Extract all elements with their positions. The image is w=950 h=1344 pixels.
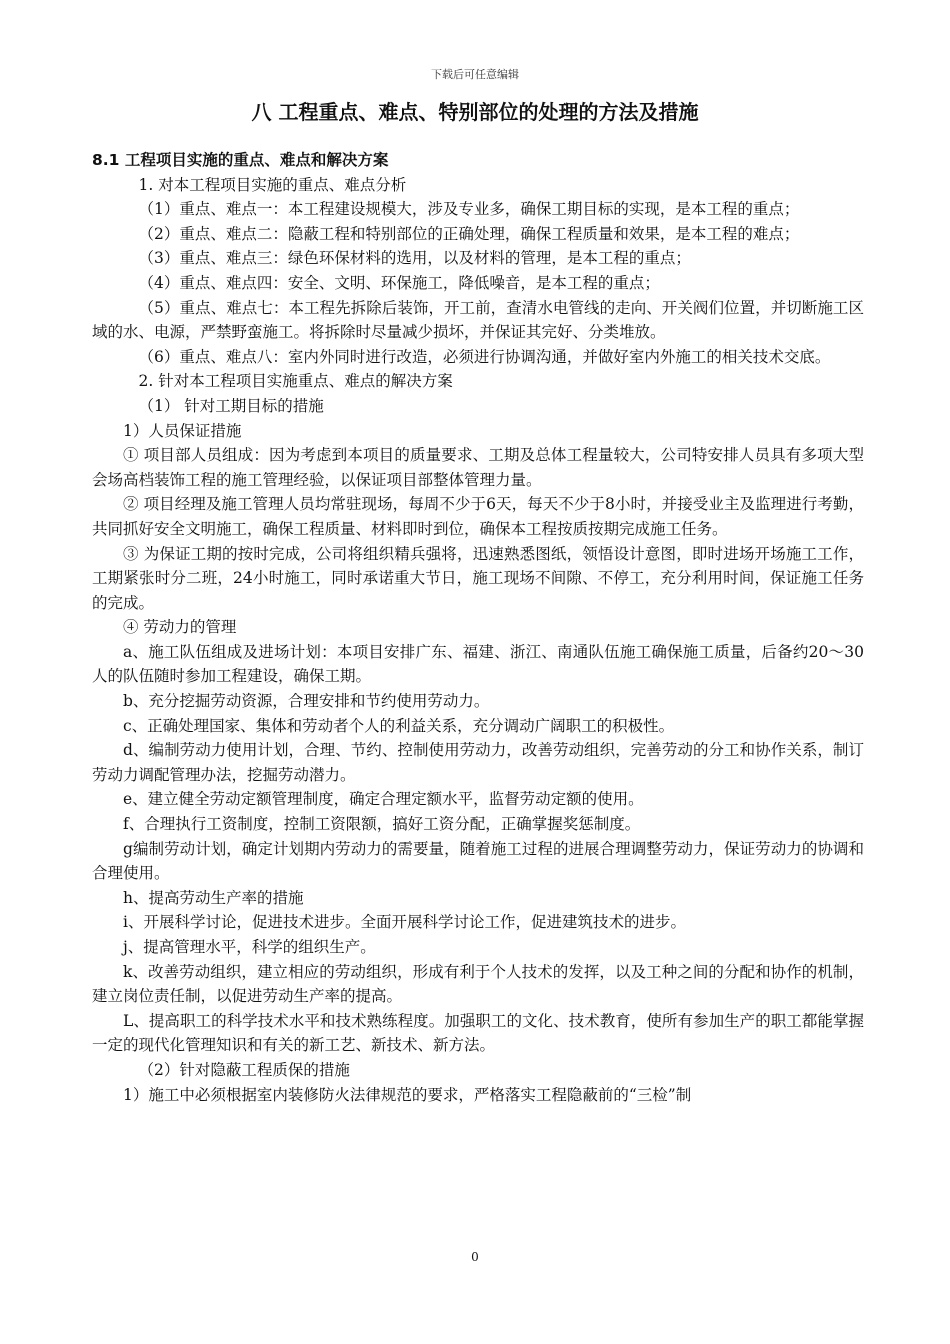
page-header-note: 下载后可任意编辑 (431, 68, 519, 81)
paragraph: 2. 针对本工程项目实施重点、难点的解决方案 (138, 372, 453, 391)
paragraph: ③ 为保证工期的按时完成，公司将组织精兵强将，迅速熟悉图纸，领悟设计意图，即时进场开场施工工作，工期紧张时分二班，24小时施工，同时承诺重大节日，施工现场不间隙、不停工，充分利用时间，保证施工任务的完成。 (92, 544, 864, 612)
document-body (92, 148, 864, 1107)
page-number: 0 (471, 1250, 479, 1264)
paragraph: i、开展科学讨论，促进技术进步。全面开展科学讨论工作，促进建筑技术的进步。 (123, 913, 686, 932)
paragraph: a、施工队伍组成及进场计划：本项目安排广东、福建、浙江、南通队伍施工确保施工质量，后备约20～30人的队伍随时参加工程建设，确保工期。 (92, 642, 864, 686)
paragraph: （6）重点、难点八：室内外同时进行改造，必须进行协调沟通，并做好室内外施工的相关技术交底。 (138, 347, 831, 366)
paragraph: ② 项目经理及施工管理人员均常驻现场，每周不少于6天，每天不少于8小时，并接受业主及监理进行考勤，共同抓好安全文明施工，确保工程质量、材料即时到位，确保本工程按质按期完成施工任务。 (92, 495, 864, 538)
paragraph: k、改善劳动组织，建立相应的劳动组织，形成有利于个人技术的发挥，以及工种之间的分配和协作的机制，建立岗位责任制，以促进劳动生产率的提高。 (92, 962, 864, 1006)
paragraph: （5）重点、难点七：本工程先拆除后装饰，开工前，查清水电管线的走向、开关阀们位置，并切断施工区域的水、电源，严禁野蛮施工。将拆除时尽量减少损坏，并保证其完好、分类堆放。 (92, 298, 864, 342)
paragraph: 1）施工中必须根据室内装修防火法律规范的要求，严格落实工程隐蔽前的“三检”制 (123, 1085, 692, 1104)
paragraph: c、正确处理国家、集体和劳动者个人的利益关系，充分调动广阔职工的积极性。 (123, 716, 675, 735)
paragraph: （2）针对隐蔽工程质保的措施 (138, 1060, 350, 1079)
paragraph: d、编制劳动力使用计划，合理、节约、控制使用劳动力，改善劳动组织，完善劳动的分工和协作关系，制订劳动力调配管理办法，挖掘劳动潜力。 (92, 741, 864, 784)
paragraph: L、提高职工的科学技术水平和技术熟练程度。加强职工的文化、技术教育，使所有参加生产的职工都能掌握一定的现代化管理知识和有关的新工艺、新技术、新方法。 (92, 1011, 864, 1055)
paragraph: （1） 针对工期目标的措施 (138, 396, 324, 415)
paragraph: （1）重点、难点一：本工程建设规模大，涉及专业多，确保工期目标的实现，是本工程的重点； (138, 200, 800, 219)
paragraph: h、提高劳动生产率的措施 (123, 888, 304, 907)
paragraph: （2）重点、难点二：隐蔽工程和特别部位的正确处理，确保工程质量和效果，是本工程的难点； (138, 224, 800, 243)
section-heading: 8.1 工程项目实施的重点、难点和解决方案 (92, 151, 389, 169)
paragraph: （4）重点、难点四：安全、文明、环保施工，降低噪音，是本工程的重点； (138, 273, 660, 292)
paragraph: 1. 对本工程项目实施的重点、难点分析 (138, 175, 407, 194)
paragraph: e、建立健全劳动定额管理制度，确定合理定额水平，监督劳动定额的使用。 (123, 790, 644, 809)
paragraph: j、提高管理水平，科学的组织生产。 (123, 938, 376, 956)
paragraph: b、充分挖掘劳动资源，合理安排和节约使用劳动力。 (123, 692, 490, 711)
paragraph: ① 项目部人员组成：因为考虑到本项目的质量要求、工期及总体工程量较大，公司特安排人员具有多项大型会场高档装饰工程的施工管理经验，以保证项目部整体管理力量。 (92, 446, 864, 489)
paragraph: g编制劳动计划，确定计划期内劳动力的需要量，随着施工过程的进展合理调整劳动力，保证劳动力的协调和合理使用。 (92, 839, 864, 883)
paragraph: f、合理执行工资制度，控制工资限额，搞好工资分配，正确掌握奖惩制度。 (123, 815, 641, 834)
paragraph: 1）人员保证措施 (123, 421, 242, 440)
paragraph: （3）重点、难点三：绿色环保材料的选用，以及材料的管理，是本工程的重点； (138, 249, 691, 268)
paragraph: ④ 劳动力的管理 (123, 618, 237, 637)
document-title: 八 工程重点、难点、特别部位的处理的方法及措施 (251, 100, 699, 124)
